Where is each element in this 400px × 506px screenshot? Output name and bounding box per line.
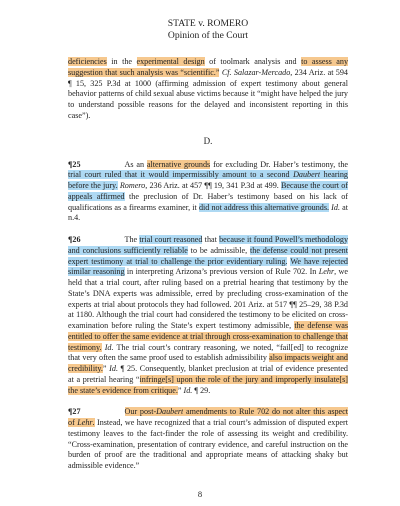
paragraph-27 [68, 407, 348, 472]
paragraph-26 [68, 235, 348, 396]
paragraph-number: ¶26 [68, 235, 81, 244]
text-run: Lehr [318, 267, 335, 277]
text-run: ” [177, 385, 184, 395]
orange-highlight: also impacts weight and credibility. [68, 353, 348, 373]
text-run: the preclusion of Dr. Haber’s testimony based on his lack of qualifications as a firearms examiner, it [68, 191, 349, 212]
orange-highlight: infringe[s] upon the role of the jury and improperly insulate[s] the state’s evidence from critique. [68, 374, 348, 395]
blue-highlight: We have rejected similar reasoning [68, 256, 348, 277]
text-run: of toolmark analysis and [204, 57, 302, 66]
text-run: ” [102, 364, 110, 373]
text-run: , we held that a trial court, after ruling based on a pretrial hearing that testimony by the State’s DNA experts was admissible, erred by precluding cross-examination of the experts at trial about protocols they had followed. 201 Ariz. at 517 ¶¶ 25–29, 38 P.3d at 1180. Although the trial court had considered the testimony to be elicited on cross-examination before ruling the State’s expert testimony admissible, [68, 267, 348, 330]
text-run: to be admissible, [187, 245, 250, 255]
blue-highlight: because it found Powell’s methodology and conclusions sufficiently reliable [68, 235, 349, 255]
text-run: As an [124, 159, 147, 169]
text-run: Id. [104, 342, 114, 352]
case-name: STATE v. ROMERO [167, 18, 249, 29]
orange-highlight: Daubert [156, 407, 184, 417]
text-run: , 236 Ariz. at 457 ¶¶ 19, 341 P.3d at 499. [145, 181, 282, 190]
paragraph-25 [68, 160, 348, 225]
text-run: Id. [109, 364, 118, 373]
orange-highlight: the defense was entitled to offer the same evidence at trial through cross-examination to challenge that testimony. [68, 321, 349, 352]
text-run: Id. [183, 385, 193, 395]
text-run: The trial court’s contrary reasoning, we noted, “fail[ed] to recognize that very often the same proof used to establish admissibility [68, 342, 348, 363]
blue-highlight: hearing before the jury. [68, 170, 348, 190]
orange-highlight: . [92, 418, 95, 427]
section-heading: D. [203, 135, 213, 146]
blue-highlight: Daubert [293, 170, 321, 180]
page-header [68, 18, 348, 41]
blue-highlight: Because the court of appeals affirmed [68, 181, 348, 201]
blue-highlight: the defense could not present expert testimony at trial to challenge the prior evidentiary ruling. [68, 245, 349, 266]
text-run: in interpreting Arizona’s previous version of Rule 702. In [124, 267, 319, 277]
text-run: for excluding Dr. Haber’s testimony, the [210, 159, 348, 169]
blue-highlight: did not address this alternative grounds. [198, 202, 330, 212]
text-run: ¶ 25. Consequently, blanket preclusion at trial of evidence presented at a pretrial hearing “ [68, 364, 348, 384]
text-run: The [124, 235, 140, 244]
opinion-subtitle: Opinion of the Court [167, 29, 249, 41]
orange-highlight: deficiencies [68, 57, 107, 66]
paragraph-continuation [68, 57, 348, 122]
page-number: 8 [197, 489, 203, 499]
orange-highlight: Our post- [124, 407, 157, 417]
orange-highlight: alternative grounds [146, 159, 211, 169]
text-run: at n.4. [68, 202, 348, 223]
blue-highlight: trial court reasoned [139, 235, 203, 244]
orange-highlight: Rule 702 do not alter this aspect of [68, 407, 349, 427]
orange-highlight: amendments to [183, 407, 239, 417]
text-run: Cf. Salazar-Mercado [221, 67, 291, 77]
paragraph-number: ¶25 [68, 159, 81, 169]
orange-highlight: Lehr [77, 418, 93, 427]
orange-highlight: experimental design [136, 57, 205, 66]
text-run: that [202, 235, 220, 244]
text-run: ¶ 29. [192, 385, 211, 395]
text-run: in the [106, 57, 137, 66]
orange-highlight: to assess any suggestion that such analysis was “scientific.” [68, 57, 349, 77]
paragraph-number: ¶27 [68, 407, 81, 417]
text-run: Romero [119, 181, 146, 190]
text-run: , 234 Ariz. at 594 ¶ 15, 325 P.3d at 1000 (affirming admission of expert testimony about general behavior patterns of child sexual abuse victims because it “might have helped the jury to understand possible reasons for the delayed and inconsistent reporting in this case”). [68, 67, 348, 120]
text-run: Id. [331, 202, 340, 212]
blue-highlight: trial court ruled that it would impermissibly amount to a second [68, 170, 294, 180]
text-run: Instead, we have recognized that a trial court’s admission of disputed expert testimony leaves to the fact-finder the role of assessing its weight and credibility. “Cross-examination, presentation of contrary evidence, and careful instruction on the burden of proof are the traditional and appropriate means of attacking shaky but admissible evidence.” [68, 418, 348, 470]
